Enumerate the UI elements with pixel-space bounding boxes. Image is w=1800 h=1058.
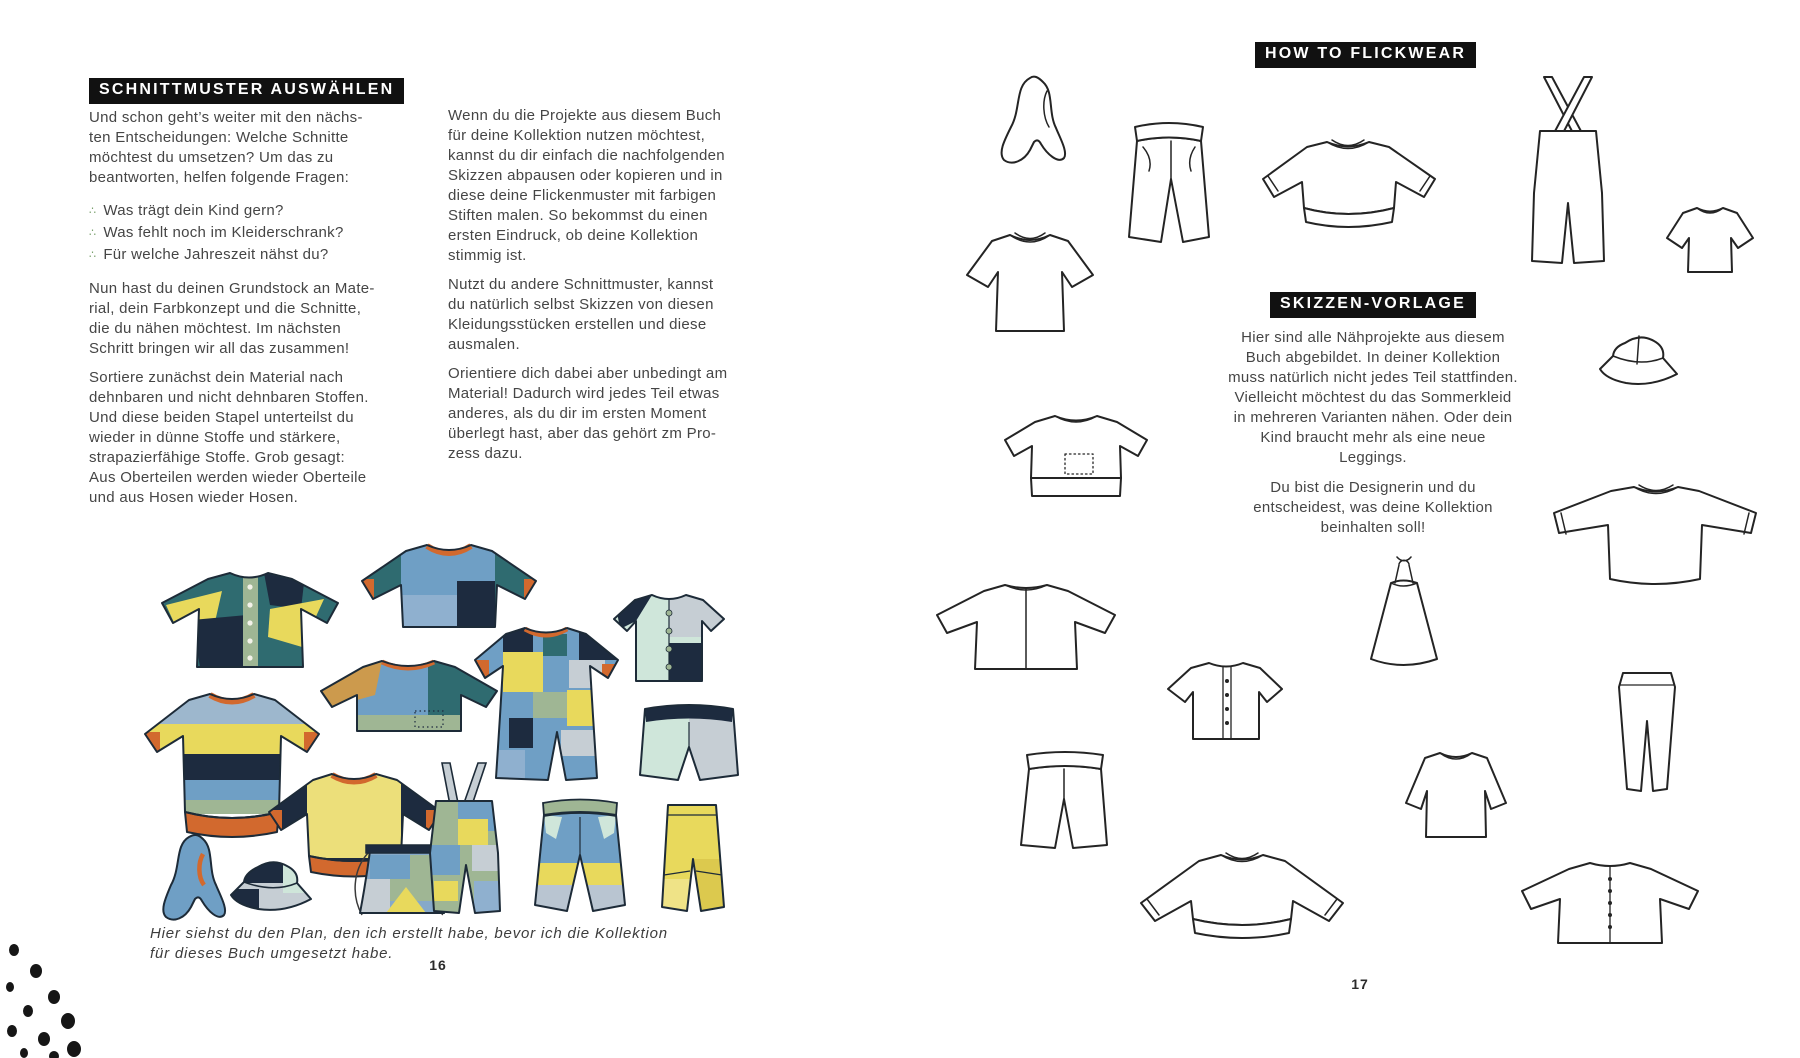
list-item xyxy=(89,244,429,266)
section-heading-schnittmuster: SCHNITTMUSTER AUSWÄHLEN xyxy=(89,78,404,104)
illustration-patchwork-jacket xyxy=(152,565,348,675)
sketch-t-shirt-icon xyxy=(967,233,1093,331)
page-number-left: 16 xyxy=(429,957,447,973)
illustration-balaclava xyxy=(163,835,225,920)
sketch-sundress-icon xyxy=(1371,557,1437,665)
sketch-leggings-icon xyxy=(1619,673,1675,791)
paragraph-designerin: Du bist die Designerin und du entscheidest, was deine Kollektion beinhalten soll! xyxy=(1253,479,1493,536)
section-heading-skizzen-vorlage: SKIZZEN-VORLAGE xyxy=(1270,292,1476,318)
list-item-text: Was trägt dein Kind gern? xyxy=(103,202,284,219)
paragraph-naehprojekte: Hier sind alle Nähprojekte aus diesem Buch abgebildet. In deiner Kollektion muss natürlich nicht jedes Teil stattfinden. Vielleicht möchtest du das Sommerkleid in mehreren Varianten nähen. Oder dein Kind braucht mehr als eine neue Leggings. xyxy=(1228,329,1518,466)
page-heading-how-to-flickwear: HOW TO FLICKWEAR xyxy=(1255,42,1476,68)
skizzen-vorlage-block xyxy=(1173,292,1573,538)
sketch-shorts-icon xyxy=(1021,752,1107,848)
sketch-oversized-sweatshirt-icon xyxy=(1141,853,1343,938)
illustration-caption: Hier siehst du den Plan, den ich erstellt habe, bevor ich die Kollektion für dieses Buch umgesetzt habe. xyxy=(150,925,668,962)
paragraph-grundstock: Nun hast du deinen Grundstock an Mate- rial, dein Farbkonzept und die Schnitte, die du nähen möchtest. Im nächsten Schritt bringen wir all das zusammen! xyxy=(89,280,375,357)
bullet-icon: ∴ xyxy=(89,227,97,239)
illustration-shorts xyxy=(634,697,744,787)
illustration-patchwork-romper xyxy=(469,620,624,788)
bullet-icon: ∴ xyxy=(89,249,97,261)
bullet-icon: ∴ xyxy=(89,205,97,217)
illustration-button-cardigan xyxy=(612,587,727,687)
illustration-patchwork-pants xyxy=(530,793,630,925)
sketch-button-shirt-icon xyxy=(1168,663,1282,739)
illustration-sweatshirt xyxy=(357,533,547,633)
sketch-long-sleeve-shirt-icon xyxy=(1554,485,1756,584)
sketch-bucket-hat-icon xyxy=(1600,336,1677,384)
list-item-text: Für welche Jahreszeit nähst du? xyxy=(103,246,329,263)
page-number-right: 17 xyxy=(1351,976,1369,992)
paragraph-projekte: Wenn du die Projekte aus diesem Buch für deine Kollektion nutzen möchtest, kannst du dir einfach die nachfolgenden Skizzen abpausen oder kopieren und in diese deine Flickenmuster mit farbigen Stiften malen. So bekommst du einen ersten Eindruck, ob deine Kollektion stimmig ist. xyxy=(448,107,725,264)
sketch-sweatshirt-icon xyxy=(1263,140,1435,227)
sketch-pants-icon xyxy=(1129,123,1209,242)
sketch-long-sleeve-tee-icon xyxy=(1406,753,1506,837)
paragraph-intro: Und schon geht’s weiter mit den nächs- ten Entscheidungen: Welche Schnitte möchtest du umsetzen? Um das zu beantworten, helfen folgende Fragen: xyxy=(89,109,363,186)
paragraph-schnittmuster: Nutzt du andere Schnittmuster, kannst du natürlich selbst Skizzen von diesen Kleidungsstücken erstellen und diese ausmalen. xyxy=(448,276,714,353)
list-item xyxy=(89,222,429,244)
sketch-button-cardigan-icon xyxy=(1522,863,1698,943)
page-right xyxy=(900,0,1800,1058)
left-text-column-2 xyxy=(448,106,788,473)
illustration-yellow-pants xyxy=(652,797,732,922)
collection-illustration xyxy=(120,525,780,925)
paragraph-sortieren: Sortiere zunächst dein Material nach dehnbaren und nicht dehnbaren Stoffen. Und diese beiden Stapel unterteilst du wieder in dünne Stoffe und stärkere, strapazierfähige Stoffe. Grob gesagt: Aus Oberteilen werden wieder Oberteile und aus Hosen wieder Hosen. xyxy=(89,369,369,506)
sketch-balaclava-icon xyxy=(1002,77,1066,163)
left-text-column-1 xyxy=(89,108,429,517)
corner-dots-decoration xyxy=(0,925,95,1058)
illustration-bucket-hat xyxy=(225,855,323,921)
question-list xyxy=(89,200,429,266)
list-item-text: Was fehlt noch im Kleiderschrank? xyxy=(103,224,344,241)
sketch-t-shirt-small-icon xyxy=(1667,208,1753,272)
sketch-boxy-tee-icon xyxy=(1005,416,1147,496)
illustration-boxy-tee xyxy=(320,653,500,738)
paragraph-material: Orientiere dich dabei aber unbedingt am Material! Dadurch wird jedes Teil etwas anderes, als du dir im ersten Moment überlegt hast, aber das gehört zm Pro- zess dazu. xyxy=(448,365,728,462)
sketch-cardigan-icon xyxy=(937,585,1115,669)
list-item xyxy=(89,200,429,222)
sketch-overalls-icon xyxy=(1532,77,1604,263)
